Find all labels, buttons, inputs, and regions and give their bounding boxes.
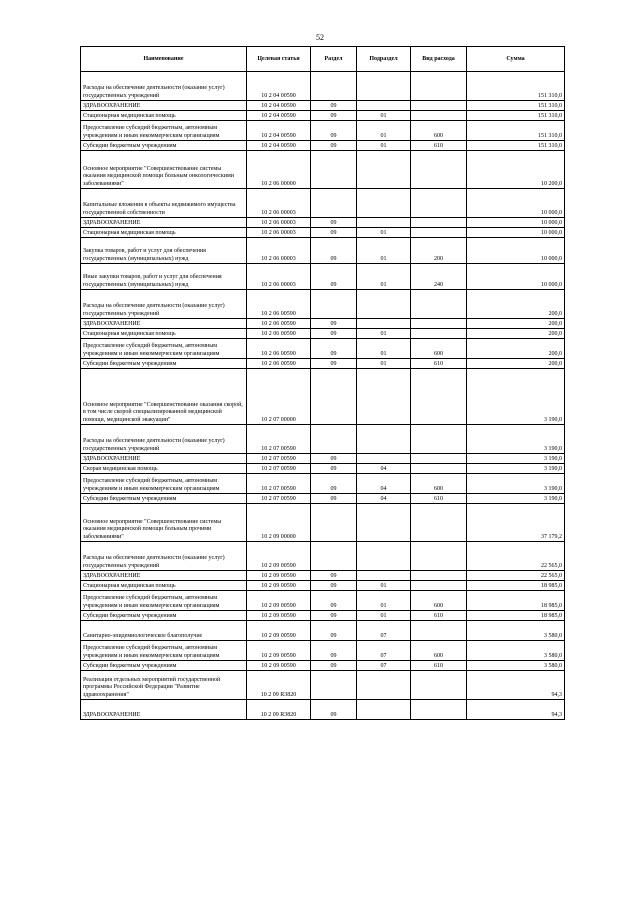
- cell-section: 09: [311, 700, 357, 720]
- cell-target-article: 10 2 04 00590: [247, 72, 311, 101]
- cell-sum: 22 565,0: [467, 571, 565, 581]
- cell-section: 09: [311, 621, 357, 641]
- cell-sum: 3 190,0: [467, 454, 565, 464]
- cell-target-article: 10 2 06 00590: [247, 339, 311, 359]
- cell-expense-type: [411, 111, 467, 121]
- table-row: [81, 494, 565, 504]
- cell-target-article: 10 2 06 00000: [247, 151, 311, 189]
- cell-subsection: 07: [357, 641, 411, 661]
- cell-subsection: 01: [357, 591, 411, 611]
- table-row: [81, 661, 565, 671]
- cell-name: ЗДРАВООХРАНЕНИЕ: [81, 571, 247, 581]
- cell-sum: 10 000,0: [467, 228, 565, 238]
- cell-name: Расходы на обеспечение деятельности (оказание услуг) государственных учреждений: [81, 72, 247, 101]
- table-row: [81, 72, 565, 101]
- cell-name: Капитальные вложения в объекты недвижимого имущества государственной собственности: [81, 189, 247, 218]
- cell-subsection: 07: [357, 661, 411, 671]
- table-row: [81, 359, 565, 369]
- table-row: [81, 111, 565, 121]
- table-row: [81, 339, 565, 359]
- cell-section: [311, 425, 357, 454]
- cell-expense-type: [411, 319, 467, 329]
- cell-section: 09: [311, 591, 357, 611]
- cell-sum: 200,0: [467, 339, 565, 359]
- cell-name: Расходы на обеспечение деятельности (оказание услуг) государственных учреждений: [81, 542, 247, 571]
- table-row: [81, 264, 565, 290]
- cell-name: ЗДРАВООХРАНЕНИЕ: [81, 700, 247, 720]
- cell-sum: 3 580,0: [467, 661, 565, 671]
- cell-subsection: [357, 542, 411, 571]
- cell-sum: 94,3: [467, 671, 565, 700]
- cell-section: [311, 290, 357, 319]
- cell-name: Иные закупки товаров, работ и услуг для обеспечения государственных (муниципальных) нужд: [81, 264, 247, 290]
- cell-name: ЗДРАВООХРАНЕНИЕ: [81, 319, 247, 329]
- cell-section: [311, 504, 357, 542]
- cell-target-article: 10 2 09 00590: [247, 611, 311, 621]
- cell-section: [311, 671, 357, 700]
- cell-name: Субсидии бюджетным учреждениям: [81, 611, 247, 621]
- table-row: [81, 454, 565, 464]
- cell-target-article: 10 2 09 00590: [247, 641, 311, 661]
- cell-target-article: 10 2 09 00000: [247, 504, 311, 542]
- cell-sum: 3 190,0: [467, 369, 565, 425]
- table-row: [81, 290, 565, 319]
- cell-subsection: [357, 101, 411, 111]
- table-row: [81, 464, 565, 474]
- cell-expense-type: [411, 290, 467, 319]
- cell-section: 09: [311, 571, 357, 581]
- cell-name: Предоставление субсидий бюджетным, автономным учреждениям и иным некоммерческим организациям: [81, 591, 247, 611]
- cell-sum: 3 190,0: [467, 425, 565, 454]
- cell-section: 09: [311, 359, 357, 369]
- cell-expense-type: [411, 671, 467, 700]
- cell-sum: 151 310,0: [467, 72, 565, 101]
- cell-target-article: 10 2 07 00590: [247, 425, 311, 454]
- cell-sum: 151 310,0: [467, 121, 565, 141]
- cell-name: ЗДРАВООХРАНЕНИЕ: [81, 454, 247, 464]
- cell-target-article: 10 2 06 00003: [247, 189, 311, 218]
- cell-expense-type: 600: [411, 121, 467, 141]
- cell-expense-type: 600: [411, 591, 467, 611]
- cell-section: [311, 542, 357, 571]
- table-row: [81, 621, 565, 641]
- table-row: [81, 571, 565, 581]
- cell-section: 09: [311, 581, 357, 591]
- cell-subsection: 04: [357, 474, 411, 494]
- cell-target-article: 10 2 09 00590: [247, 621, 311, 641]
- cell-target-article: 10 2 09 R3820: [247, 671, 311, 700]
- cell-expense-type: 200: [411, 238, 467, 264]
- cell-expense-type: [411, 464, 467, 474]
- cell-section: 09: [311, 661, 357, 671]
- table-row: [81, 504, 565, 542]
- cell-sum: 37 179,2: [467, 504, 565, 542]
- table-row: [81, 542, 565, 571]
- cell-sum: 200,0: [467, 329, 565, 339]
- cell-name: Санитарно-эпидемиологическое благополучие: [81, 621, 247, 641]
- cell-name: Предоставление субсидий бюджетным, автономным учреждениям и иным некоммерческим организациям: [81, 641, 247, 661]
- cell-sum: 3 190,0: [467, 464, 565, 474]
- cell-expense-type: [411, 218, 467, 228]
- cell-subsection: [357, 290, 411, 319]
- table-row: [81, 611, 565, 621]
- cell-sum: 18 985,0: [467, 591, 565, 611]
- cell-expense-type: [411, 454, 467, 464]
- table-row: [81, 581, 565, 591]
- cell-expense-type: [411, 189, 467, 218]
- cell-section: [311, 189, 357, 218]
- cell-section: 09: [311, 329, 357, 339]
- cell-subsection: [357, 425, 411, 454]
- cell-section: 09: [311, 264, 357, 290]
- cell-target-article: 10 2 09 00590: [247, 542, 311, 571]
- cell-expense-type: [411, 571, 467, 581]
- cell-target-article: 10 2 06 00003: [247, 228, 311, 238]
- cell-subsection: 04: [357, 464, 411, 474]
- cell-sum: 18 985,0: [467, 581, 565, 591]
- cell-sum: 10 000,0: [467, 264, 565, 290]
- cell-subsection: 01: [357, 329, 411, 339]
- cell-section: 09: [311, 339, 357, 359]
- cell-sum: 10 200,0: [467, 151, 565, 189]
- cell-target-article: 10 2 04 00590: [247, 141, 311, 151]
- table-row: [81, 319, 565, 329]
- cell-section: 09: [311, 101, 357, 111]
- cell-target-article: 10 2 07 00590: [247, 494, 311, 504]
- cell-target-article: 10 2 06 00590: [247, 359, 311, 369]
- cell-sum: 200,0: [467, 290, 565, 319]
- cell-sum: 3 190,0: [467, 474, 565, 494]
- cell-subsection: 01: [357, 111, 411, 121]
- cell-expense-type: [411, 369, 467, 425]
- cell-name: Предоставление субсидий бюджетным, автономным учреждениям и иным некоммерческим организациям: [81, 474, 247, 494]
- cell-subsection: 04: [357, 494, 411, 504]
- cell-name: Скорая медицинская помощь: [81, 464, 247, 474]
- cell-sum: 200,0: [467, 319, 565, 329]
- cell-expense-type: [411, 151, 467, 189]
- table-row: [81, 218, 565, 228]
- table-row: [81, 121, 565, 141]
- cell-section: [311, 369, 357, 425]
- cell-name: Предоставление субсидий бюджетным, автономным учреждениям и иным некоммерческим организациям: [81, 121, 247, 141]
- cell-name: Субсидии бюджетным учреждениям: [81, 494, 247, 504]
- cell-expense-type: 610: [411, 661, 467, 671]
- cell-target-article: 10 2 04 00590: [247, 101, 311, 111]
- cell-name: Субсидии бюджетным учреждениям: [81, 141, 247, 151]
- cell-section: [311, 72, 357, 101]
- cell-expense-type: 610: [411, 359, 467, 369]
- cell-target-article: 10 2 04 00590: [247, 121, 311, 141]
- cell-section: 09: [311, 121, 357, 141]
- cell-sum: 151 310,0: [467, 141, 565, 151]
- cell-expense-type: 600: [411, 641, 467, 661]
- cell-expense-type: [411, 504, 467, 542]
- cell-target-article: 10 2 06 00003: [247, 238, 311, 264]
- cell-subsection: 01: [357, 581, 411, 591]
- cell-subsection: 07: [357, 621, 411, 641]
- cell-target-article: 10 2 07 00590: [247, 464, 311, 474]
- cell-subsection: 01: [357, 238, 411, 264]
- cell-subsection: [357, 189, 411, 218]
- cell-section: 09: [311, 454, 357, 464]
- cell-expense-type: 600: [411, 339, 467, 359]
- cell-target-article: 10 2 07 00000: [247, 369, 311, 425]
- cell-section: 09: [311, 238, 357, 264]
- cell-name: Основное мероприятие "Совершенствование оказания скорой, в том числе скорой специализированной медицинской помощи, медицинской эвакуации": [81, 369, 247, 425]
- cell-subsection: [357, 671, 411, 700]
- cell-target-article: 10 2 06 00590: [247, 329, 311, 339]
- cell-expense-type: [411, 425, 467, 454]
- cell-expense-type: [411, 228, 467, 238]
- cell-section: 09: [311, 319, 357, 329]
- cell-section: 09: [311, 494, 357, 504]
- cell-sum: 10 000,0: [467, 238, 565, 264]
- cell-expense-type: [411, 542, 467, 571]
- header-name: Наименование: [81, 47, 247, 72]
- cell-section: 09: [311, 218, 357, 228]
- cell-expense-type: [411, 72, 467, 101]
- cell-expense-type: [411, 581, 467, 591]
- header-row: [81, 47, 565, 72]
- cell-subsection: 01: [357, 611, 411, 621]
- table-row: [81, 101, 565, 111]
- cell-subsection: 01: [357, 359, 411, 369]
- cell-subsection: [357, 319, 411, 329]
- cell-name: Стационарная медицинская помощь: [81, 329, 247, 339]
- cell-sum: 151 310,0: [467, 111, 565, 121]
- cell-subsection: [357, 504, 411, 542]
- table-row: [81, 238, 565, 264]
- cell-name: ЗДРАВООХРАНЕНИЕ: [81, 101, 247, 111]
- cell-expense-type: 610: [411, 494, 467, 504]
- cell-expense-type: 610: [411, 141, 467, 151]
- cell-expense-type: 600: [411, 474, 467, 494]
- cell-section: 09: [311, 228, 357, 238]
- header-sum: Сумма: [467, 47, 565, 72]
- cell-name: Расходы на обеспечение деятельности (оказание услуг) государственных учреждений: [81, 425, 247, 454]
- cell-target-article: 10 2 04 00590: [247, 111, 311, 121]
- cell-section: 09: [311, 641, 357, 661]
- header-section: Раздел: [311, 47, 357, 72]
- cell-sum: 200,0: [467, 359, 565, 369]
- cell-target-article: 10 2 06 00590: [247, 290, 311, 319]
- cell-sum: 22 565,0: [467, 542, 565, 571]
- cell-expense-type: 240: [411, 264, 467, 290]
- table-row: [81, 671, 565, 700]
- cell-expense-type: [411, 700, 467, 720]
- cell-sum: 10 000,0: [467, 218, 565, 228]
- cell-target-article: 10 2 06 00003: [247, 218, 311, 228]
- table-row: [81, 141, 565, 151]
- table-row: [81, 591, 565, 611]
- cell-expense-type: [411, 329, 467, 339]
- cell-subsection: [357, 151, 411, 189]
- cell-name: Расходы на обеспечение деятельности (оказание услуг) государственных учреждений: [81, 290, 247, 319]
- cell-sum: 10 000,0: [467, 189, 565, 218]
- cell-name: ЗДРАВООХРАНЕНИЕ: [81, 218, 247, 228]
- cell-target-article: 10 2 07 00590: [247, 474, 311, 494]
- table-row: [81, 189, 565, 218]
- cell-name: Основное мероприятие "Совершенствование системы оказания медицинской помощи больным онкологическими заболеваниями": [81, 151, 247, 189]
- cell-subsection: 01: [357, 121, 411, 141]
- page-number: 52: [316, 33, 324, 42]
- cell-target-article: 10 2 09 00590: [247, 581, 311, 591]
- cell-sum: 3 580,0: [467, 641, 565, 661]
- cell-subsection: [357, 218, 411, 228]
- cell-target-article: 10 2 09 00590: [247, 661, 311, 671]
- cell-target-article: 10 2 06 00003: [247, 264, 311, 290]
- cell-sum: 3 580,0: [467, 621, 565, 641]
- cell-section: 09: [311, 611, 357, 621]
- cell-name: Стационарная медицинская помощь: [81, 581, 247, 591]
- cell-target-article: 10 2 09 00590: [247, 591, 311, 611]
- cell-subsection: [357, 369, 411, 425]
- table-row: [81, 228, 565, 238]
- cell-subsection: [357, 72, 411, 101]
- table-row: [81, 641, 565, 661]
- header-expense-type: Вид расхода: [411, 47, 467, 72]
- cell-name: Закупка товаров, работ и услуг для обеспечения государственных (муниципальных) нужд: [81, 238, 247, 264]
- table-row: [81, 369, 565, 425]
- cell-section: 09: [311, 111, 357, 121]
- cell-subsection: [357, 571, 411, 581]
- cell-target-article: 10 2 06 00590: [247, 319, 311, 329]
- cell-name: Основное мероприятие "Совершенствование системы оказания медицинской помощи больным прочими заболеваниями": [81, 504, 247, 542]
- cell-expense-type: [411, 101, 467, 111]
- budget-table: [80, 46, 565, 720]
- cell-name: Субсидии бюджетным учреждениям: [81, 359, 247, 369]
- cell-sum: 18 985,0: [467, 611, 565, 621]
- cell-section: 09: [311, 464, 357, 474]
- cell-expense-type: [411, 621, 467, 641]
- cell-subsection: [357, 700, 411, 720]
- cell-name: Стационарная медицинская помощь: [81, 228, 247, 238]
- cell-name: Стационарная медицинская помощь: [81, 111, 247, 121]
- cell-sum: 94,3: [467, 700, 565, 720]
- cell-sum: 151 310,0: [467, 101, 565, 111]
- cell-subsection: 01: [357, 228, 411, 238]
- cell-target-article: 10 2 09 00590: [247, 571, 311, 581]
- cell-subsection: 01: [357, 339, 411, 359]
- cell-section: 09: [311, 141, 357, 151]
- header-subsection: Подраздел: [357, 47, 411, 72]
- table-row: [81, 425, 565, 454]
- table-row: [81, 474, 565, 494]
- cell-target-article: 10 2 07 00590: [247, 454, 311, 464]
- table-row: [81, 151, 565, 189]
- cell-section: [311, 151, 357, 189]
- cell-subsection: 01: [357, 264, 411, 290]
- table-row: [81, 329, 565, 339]
- cell-subsection: 01: [357, 141, 411, 151]
- table-row: [81, 700, 565, 720]
- cell-section: 09: [311, 474, 357, 494]
- cell-name: Предоставление субсидий бюджетным, автономным учреждениям и иным некоммерческим организациям: [81, 339, 247, 359]
- cell-subsection: [357, 454, 411, 464]
- header-target-article: Целевая статья: [247, 47, 311, 72]
- cell-name: Реализация отдельных мероприятий государственной программы Российской Федерации "Развитие здравоохранения": [81, 671, 247, 700]
- cell-target-article: 10 2 09 R3820: [247, 700, 311, 720]
- cell-name: Субсидии бюджетным учреждениям: [81, 661, 247, 671]
- cell-expense-type: 610: [411, 611, 467, 621]
- cell-sum: 3 190,0: [467, 494, 565, 504]
